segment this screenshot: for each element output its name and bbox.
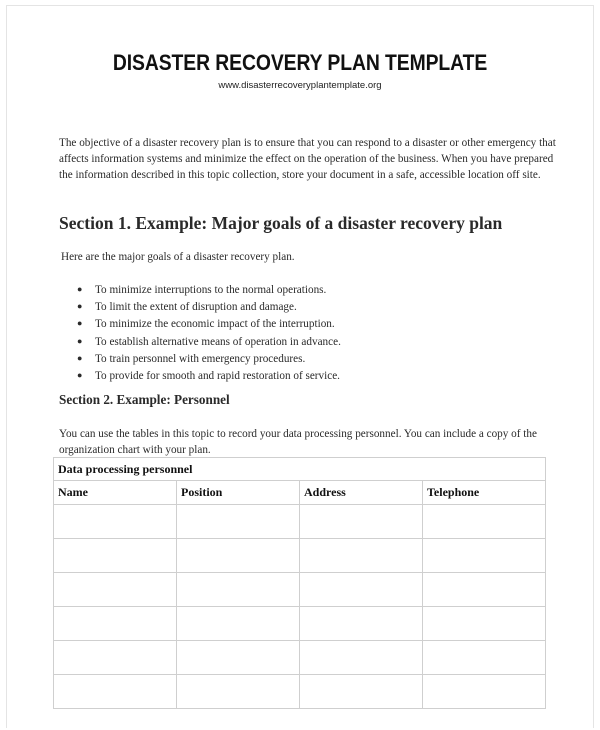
table-cell[interactable]	[300, 573, 423, 607]
table-cell[interactable]	[423, 539, 546, 573]
table-row	[54, 641, 546, 675]
table-cell[interactable]	[300, 607, 423, 641]
table-row	[54, 607, 546, 641]
bullet-icon: ●	[77, 284, 83, 294]
section-2-heading: Section 2. Example: Personnel	[59, 392, 230, 407]
table-cell[interactable]	[300, 539, 423, 573]
document-title: DISASTER RECOVERY PLAN TEMPLATE	[112, 50, 488, 75]
table-cell[interactable]	[177, 539, 300, 573]
bullet-icon: ●	[77, 301, 83, 312]
table-cell[interactable]	[54, 573, 177, 607]
table-cell[interactable]	[423, 573, 546, 607]
table-header-row	[54, 481, 546, 505]
personnel-table	[53, 457, 546, 709]
list-item: ● To minimize interruptions to the normal operations.	[77, 281, 341, 298]
section-1-intro: Here are the major goals of a disaster recovery plan.	[61, 251, 295, 263]
table-cell[interactable]	[177, 573, 300, 607]
bullet-icon: ●	[77, 370, 83, 381]
table-cell[interactable]	[300, 505, 423, 539]
list-item: ● To train personnel with emergency procedures.	[77, 350, 341, 367]
table-row	[54, 573, 546, 607]
list-item: ● To provide for smooth and rapid restoration of service.	[77, 367, 341, 384]
bullet-icon: ●	[77, 352, 83, 363]
bullet-icon: ●	[77, 335, 83, 346]
document-url: www.disasterrecoveryplantemplate.org	[218, 80, 382, 91]
table-cell[interactable]	[423, 505, 546, 539]
table-row	[54, 539, 546, 573]
intro-paragraph: The objective of a disaster recovery plan is to ensure that you can respond to a disaster or other emergency that affects information systems and minimize the effect on the operation of the business. When you have prepared the information described in this topic collection, store your document in a safe, accessible location off site.	[59, 137, 556, 182]
list-item: ● To limit the extent of disruption and damage.	[77, 298, 341, 315]
table-cell[interactable]	[54, 675, 177, 709]
table-cell[interactable]	[54, 505, 177, 539]
column-header-telephone: Telephone	[423, 481, 546, 505]
table-cell[interactable]	[423, 607, 546, 641]
table-cell[interactable]	[54, 539, 177, 573]
table-cell[interactable]	[54, 607, 177, 641]
table-cell[interactable]	[54, 641, 177, 675]
section-1-heading: Section 1. Example: Major goals of a disaster recovery plan	[59, 213, 503, 233]
section-2-intro: You can use the tables in this topic to record your data processing personnel. You can include a copy of the organization chart with your plan.	[59, 428, 537, 457]
table-cell[interactable]	[177, 607, 300, 641]
table-cell[interactable]	[177, 641, 300, 675]
list-item: ● To minimize the economic impact of the interruption.	[77, 315, 341, 332]
bullet-icon: ●	[77, 318, 83, 329]
table-cell[interactable]	[423, 675, 546, 709]
table-caption: Data processing personnel	[54, 458, 546, 481]
goals-list	[77, 281, 341, 384]
table-row	[54, 505, 546, 539]
table-cell[interactable]	[423, 641, 546, 675]
column-header-name: Name	[54, 481, 177, 505]
table-cell[interactable]	[300, 675, 423, 709]
table-cell[interactable]	[177, 505, 300, 539]
table-cell[interactable]	[177, 675, 300, 709]
table-cell[interactable]	[300, 641, 423, 675]
table-row	[54, 675, 546, 709]
column-header-position: Position	[177, 481, 300, 505]
list-item: ● To establish alternative means of operation in advance.	[77, 333, 341, 350]
column-header-address: Address	[300, 481, 423, 505]
